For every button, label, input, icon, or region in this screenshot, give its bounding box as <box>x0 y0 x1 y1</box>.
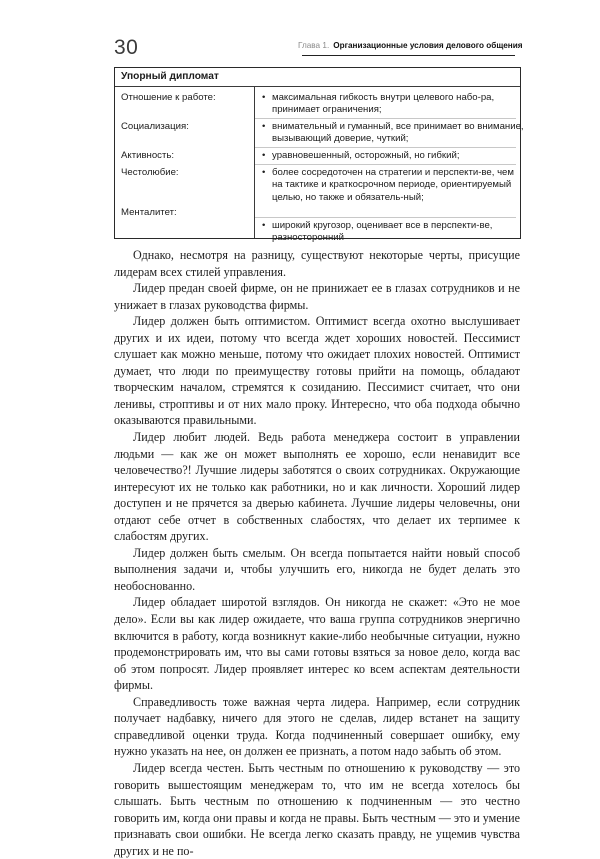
bullet-icon: • <box>262 220 266 231</box>
paragraph: Лидер всегда честен. Быть честным по отношению к руководству — это говорить вышестоящим менеджерам то, что им не всегда хотелось бы слышать. Быть честным по отношению к подчиненным — это честно говорить им, когда они правы и когда не правы. Быть честным — это и умение признавать свои ошибки. Не всегда легко сказать правду, не ущемив чувства других и не по- <box>114 760 520 858</box>
bullet-icon: • <box>262 167 266 178</box>
paragraph: Однако, несмотря на разницу, существуют некоторые черты, присущие лидерам всех стилей управления. <box>114 248 520 279</box>
page-number: 30 <box>114 36 139 59</box>
row-value-activity <box>262 150 524 162</box>
row-value-attitude <box>262 92 524 117</box>
paragraph: Справедливость тоже важная черта лидера. Например, если сотрудник получает надбавку, ничего для этого не сделав, лидер встанет на защиту справедливой оценки труда. Когда подчиненный совершает ошибку, ему нужно указать на нее, он должен ее признать, а потом надо забыть об этом. <box>114 694 520 759</box>
row-label-attitude: Отношение к работе: <box>121 92 216 103</box>
row-label-ambition: Честолюбие: <box>121 167 179 178</box>
running-head <box>298 41 523 50</box>
row-value-ambition <box>262 167 524 204</box>
row-separator <box>255 164 516 165</box>
bullet-icon: • <box>262 121 266 132</box>
row-label-mentality: Менталитет: <box>121 207 177 218</box>
paragraph: Лидер обладает широтой взглядов. Он никогда не скажет: «Это не мое дело». Если вы как лидер ожидаете, что ваша группа сотрудников энергично включится в работу, когда возникнут какие-либо необычные ситуации, нужно продемонстрировать им, что вы сами готовы взяться за новое дело, когда вас об этом попросят. Лидер проявляет интерес ко всем аспектам деятельности фирмы. <box>114 595 520 693</box>
paragraph: Лидер должен быть смелым. Он всегда попытается найти новый способ выполнения задачи и, чтобы улучшить его, никогда не будет делать это необоснованно. <box>114 545 520 593</box>
row-value-socialization <box>262 121 524 146</box>
column-divider <box>254 87 255 238</box>
header-rule <box>302 55 515 56</box>
bullet-icon: • <box>262 92 266 103</box>
diplomat-table <box>114 67 524 244</box>
paragraph: Лидер должен быть оптимистом. Оптимист всегда охотно выслушивает других и их идеи, потому что всегда ждет хороших новостей. Пессимист слушает как можно меньше, потому что ожидает плохих новостей. Оптимист думает, что люди по преимуществу готовы прийти на помощь, обладают творческим началом, стремятся к созиданию. Пессимист считает, что они ленивы, строптивы и от них мало проку. Интересно, что оба подхода обычно оказываются правильными. <box>114 314 520 428</box>
bullet-icon: • <box>262 150 266 161</box>
chapter-label: Глава 1. <box>298 41 330 50</box>
table-title: Упорный дипломат <box>115 68 520 87</box>
paragraph: Лидер предан своей фирме, он не принижает ее в глазах сотрудников и не унижает в глазах руководства фирмы. <box>114 281 520 312</box>
paragraph: Лидер любит людей. Ведь работа менеджера состоит в управлении людьми — как же он может выполнять ее хорошо, если ненавидит все человечество?! Лучшие лидеры заботятся о своих сотрудниках. Окружающие интересуют их не только как работники, но и как личности. Хороший лидер доступен и не прячется за дверью кабинета. Лучшие лидеры человечны, они отдают себе отчет в собственных слабостях, что делает их терпимее к слабостям других. <box>114 430 520 544</box>
row-separator <box>255 217 516 218</box>
body-text <box>114 247 520 859</box>
row-text: уравновешенный, осторожный, но гибкий; <box>272 150 460 161</box>
row-label-activity: Активность: <box>121 150 175 161</box>
row-text: внимательный и гуманный, все принимает во внимание, вызывающий доверие, чуткий; <box>272 121 524 145</box>
row-text: более сосредоточен на стратегии и перспекти-ве, чем на тактике и краткосрочном периоде, ориентируемый целью, но также и обязатель-ный; <box>272 167 514 203</box>
row-value-mentality <box>262 220 524 245</box>
row-separator <box>255 147 516 148</box>
row-label-socialization: Социализация: <box>121 121 189 132</box>
chapter-title: Организационные условия делового общения <box>333 41 523 50</box>
row-text: широкий кругозор, оценивает все в перспекти-ве, разносторонний <box>272 220 493 244</box>
row-separator <box>255 118 516 119</box>
row-text: максимальная гибкость внутри целевого набо-ра, принимает ограничения; <box>272 92 495 116</box>
table-body <box>115 87 524 244</box>
